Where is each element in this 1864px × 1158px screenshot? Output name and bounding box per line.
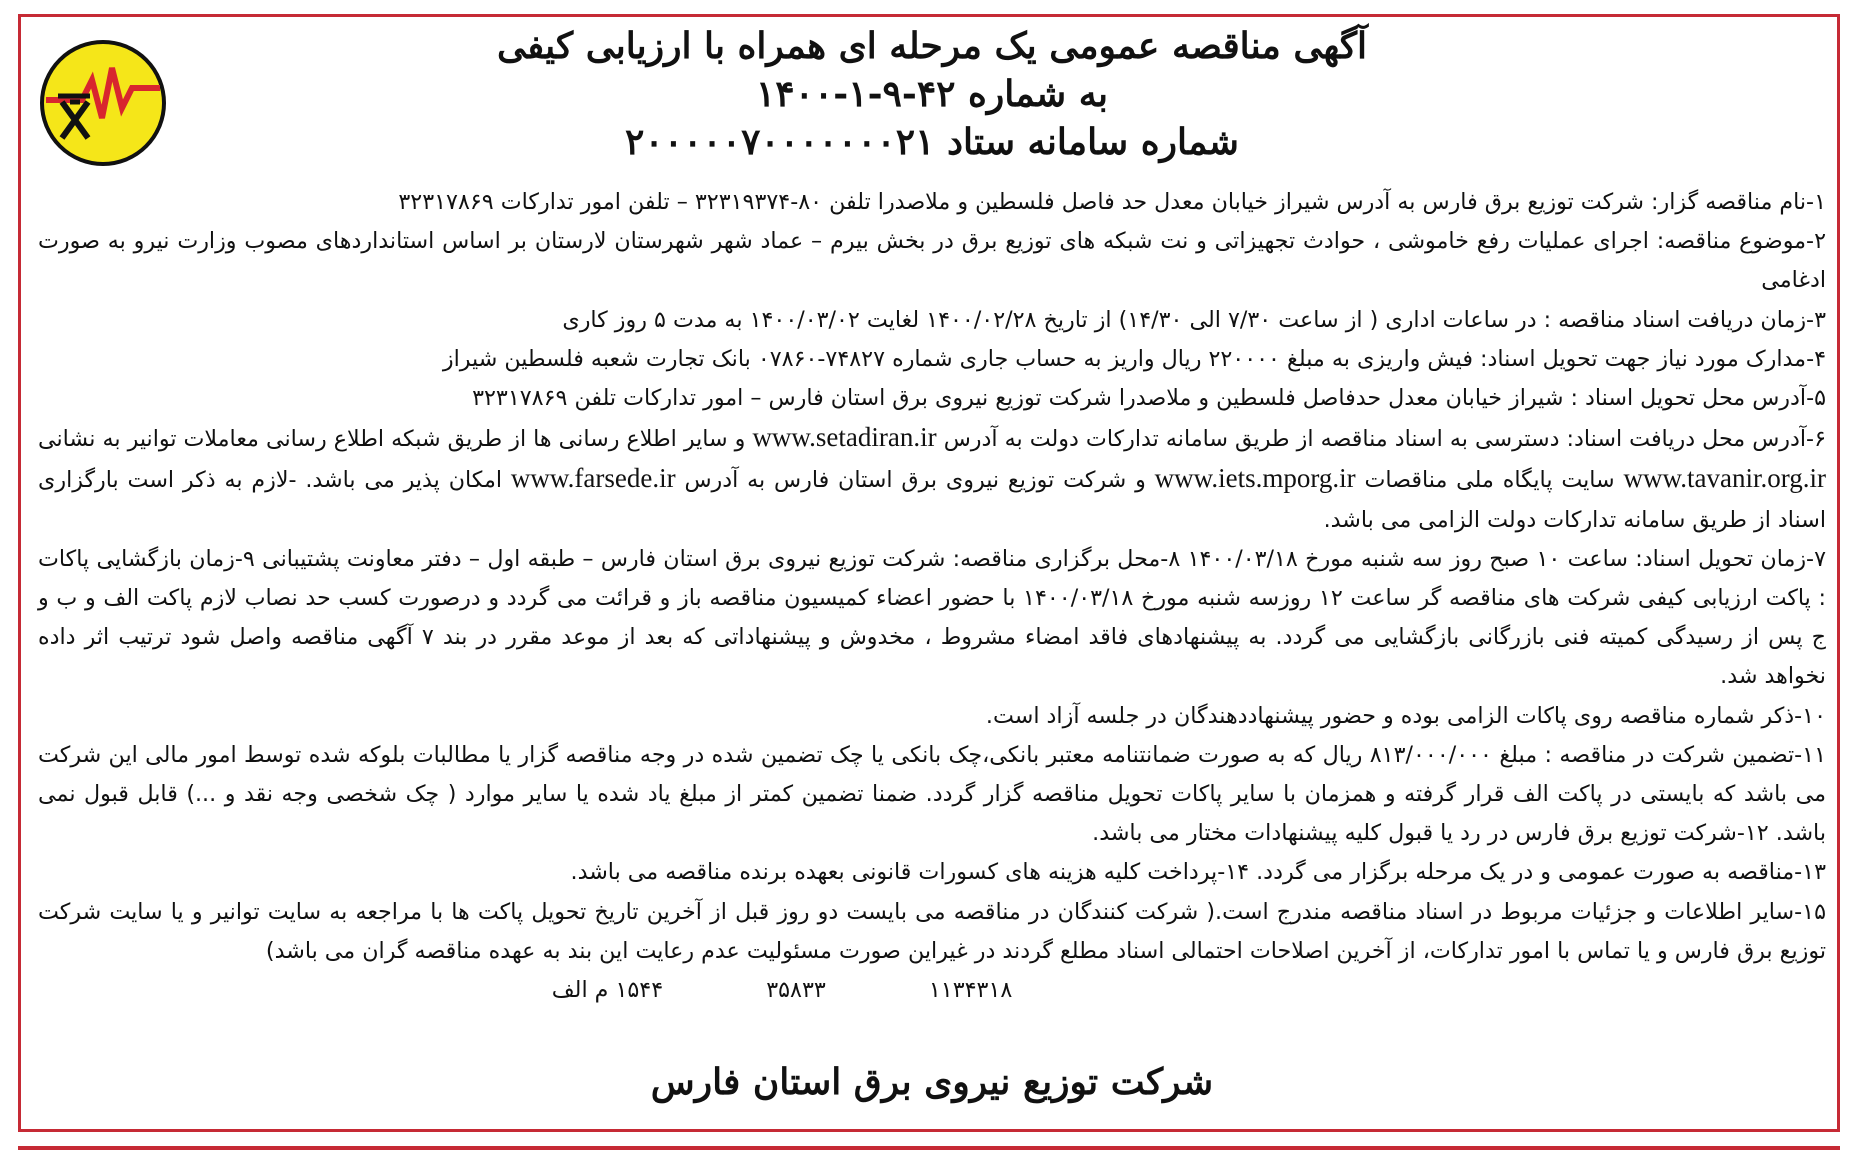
item-3: ۳-زمان دریافت اسناد مناقصه : در ساعات اداری ( از ساعت ۷/۳۰ الی ۱۴/۳۰) از تاریخ ۱۴۰۰/۰۲/۲۸ لغایت ۱۴۰۰/۰۳/۰۲ به مدت ۵ روز کاری [562, 306, 1826, 333]
item-6-part-d: و شرکت توزیع نیروی برق استان فارس به آدرس [684, 467, 1146, 494]
item-5: ۵-آدرس محل تحویل اسناد : شیراز خیابان معدل حدفاصل فلسطین و ملاصدرا شرکت توزیع نیروی برق استان فارس – امور تدارکات تلفن ۳۲۳۱۷۸۶۹ [472, 385, 1826, 412]
iets-link[interactable]: www.iets.mporg.ir [1154, 463, 1356, 494]
setadiran-link[interactable]: www.setadiran.ir [752, 422, 937, 453]
notice-title: آگهی مناقصه عمومی یک مرحله ای همراه با ارزیابی کیفی [496, 25, 1368, 67]
item-6 [38, 418, 1826, 540]
item-4: ۴-مدارک مورد نیاز جهت تحویل اسناد: فیش واریزی به مبلغ ۲۲۰۰۰۰ ریال واریز به حساب جاری شماره ۷۴۸۲۷-۰۷۸۶۰ بانک تجارت شعبه فلسطین شیراز [442, 345, 1826, 372]
item-6-part-e: امکان پذیر می باشد. -لازم به ذکر است بارگزاری اسناد از طریق سامانه تدارکات دولت الزامی می باشد. [38, 467, 1826, 533]
item-1: ۱-نام مناقصه گزار: شرکت توزیع برق فارس به آدرس شیراز خیابان معدل حد فاصل فلسطین و ملاصدرا تلفن ۸۰-۳۲۳۱۹۳۷۴ – تلفن امور تدارکات ۳۲۳۱۷۸۶۹ [398, 189, 1826, 215]
item-6-part-b: و سایر اطلاع رسانی ها از طریق شبکه اطلاع رسانی معاملات توانیر به نشانی [38, 426, 746, 453]
reference-code-2: ۳۵۸۳۳ [766, 977, 826, 1004]
reference-codes [38, 971, 1826, 1010]
farsede-link[interactable]: www.farsede.ir [510, 463, 676, 494]
reference-code-3: ۱۵۴۴ م الف [551, 977, 664, 1004]
item-10: ۱۰-ذکر شماره مناقصه روی پاکات الزامی بوده و حضور پیشنهاددهندگان در جلسه آزاد است. [985, 702, 1826, 729]
company-signature: شرکت توزیع نیروی برق استان فارس [650, 1061, 1214, 1103]
setad-number: شماره سامانه ستاد ۲۰۰۰۰۰۷۰۰۰۰۰۰۰۲۱ [625, 121, 1239, 163]
items-7-9: ۷-زمان تحویل اسناد: ساعت ۱۰ صبح روز سه شنبه مورخ ۱۴۰۰/۰۳/۱۸ ۸-محل برگزاری مناقصه: شرکت توزیع نیروی برق استان فارس – طبقه اول – دفتر معاونت پشتیبانی ۹-زمان بازگشایی پاکات : پاکت ارزیابی کیفی شرکت های مناقصه گر ساعت ۱۲ روزسه شنبه مورخ ۱۴۰۰/۰۳/۱۸ با حضور اعضاء کمیسیون مناقصه باز و قرائت می گردد و درصورت کسب حد نصاب لازم پاکت الف و ب و ج پس از رسیدگی کمیته فنی بازرگانی بازگشایی می گردد. به پیشنهادهای فاقد امضاء مشروط ، مخدوش و پیشنهاداتی که بعد از موعد مقرر در بند ۷ آگهی مناقصه واصل شود ترتیب اثر داده نخواهد شد. [38, 545, 1826, 690]
item-2: ۲-موضوع مناقصه: اجرای عملیات رفع خاموشی ، حوادث تجهیزاتی و نت شبکه های توزیع برق در بخش بیرم – عماد شهر شهرستان لارستان بر اساس استانداردهای مصوب وزارت نیرو به صورت ادغامی [38, 228, 1826, 294]
notice-header [180, 22, 1684, 166]
items-13-14: ۱۳-مناقصه به صورت عمومی و در یک مرحله برگزار می گردد. ۱۴-پرداخت کلیه هزینه های کسورات قانونی بعهده برنده مناقصه می باشد. [570, 859, 1826, 886]
notice-body [38, 183, 1826, 1010]
tender-number: به شماره ۴۲-۹-۱-۱۴۰۰ [755, 73, 1109, 115]
item-15: ۱۵-سایر اطلاعات و جزئیات مربوط در اسناد مناقصه مندرج است.( شرکت کنندگان در مناقصه می بایست دو روز قبل از آخرین تاریخ تحویل پاکت ها با مراجعه به سایت توانیر و یا سایت شرکت توزیع برق فارس و یا تماس با امور تدارکات، از آخرین اصلاحات احتمالی اسناد مطلع گردند در غیراین صورت مسئولیت عدم رعایت این بند به عهده مناقصه گران می باشد) [38, 898, 1826, 964]
reference-code-1: ۱۱۳۴۳۱۸ [928, 977, 1013, 1004]
item-6-part-c: سایت پایگاه ملی مناقصات [1364, 467, 1615, 494]
electricity-company-logo [38, 38, 168, 168]
tavanir-link[interactable]: www.tavanir.org.ir [1623, 463, 1826, 494]
item-6-part-a: ۶-آدرس محل دریافت اسناد: دسترسی به اسناد مناقصه از طریق سامانه تدارکات دولت به آدرس [943, 426, 1826, 453]
bottom-divider [18, 1146, 1840, 1150]
items-11-12: ۱۱-تضمین شرکت در مناقصه : مبلغ ۸۱۳/۰۰۰/۰۰۰ ریال که به صورت ضمانتنامه معتبر بانکی،چک بانکی یا چک تضمین شده در وجه مناقصه گزار یا مطالبات بلوکه شده توسط امور مالی این شرکت می باشد که بایستی در پاکت الف قرار گرفته و همزمان با سایر پاکات تحویل مناقصه گزار گردد. ضمنا تضمین کمتر از مبلغ یاد شده یا سایر موارد ( چک شخصی وجه نقد و ...) قابل قبول نمی باشد. ۱۲-شرکت توزیع برق فارس در رد یا قبول کلیه پیشنهادات مختار می باشد. [38, 741, 1826, 847]
